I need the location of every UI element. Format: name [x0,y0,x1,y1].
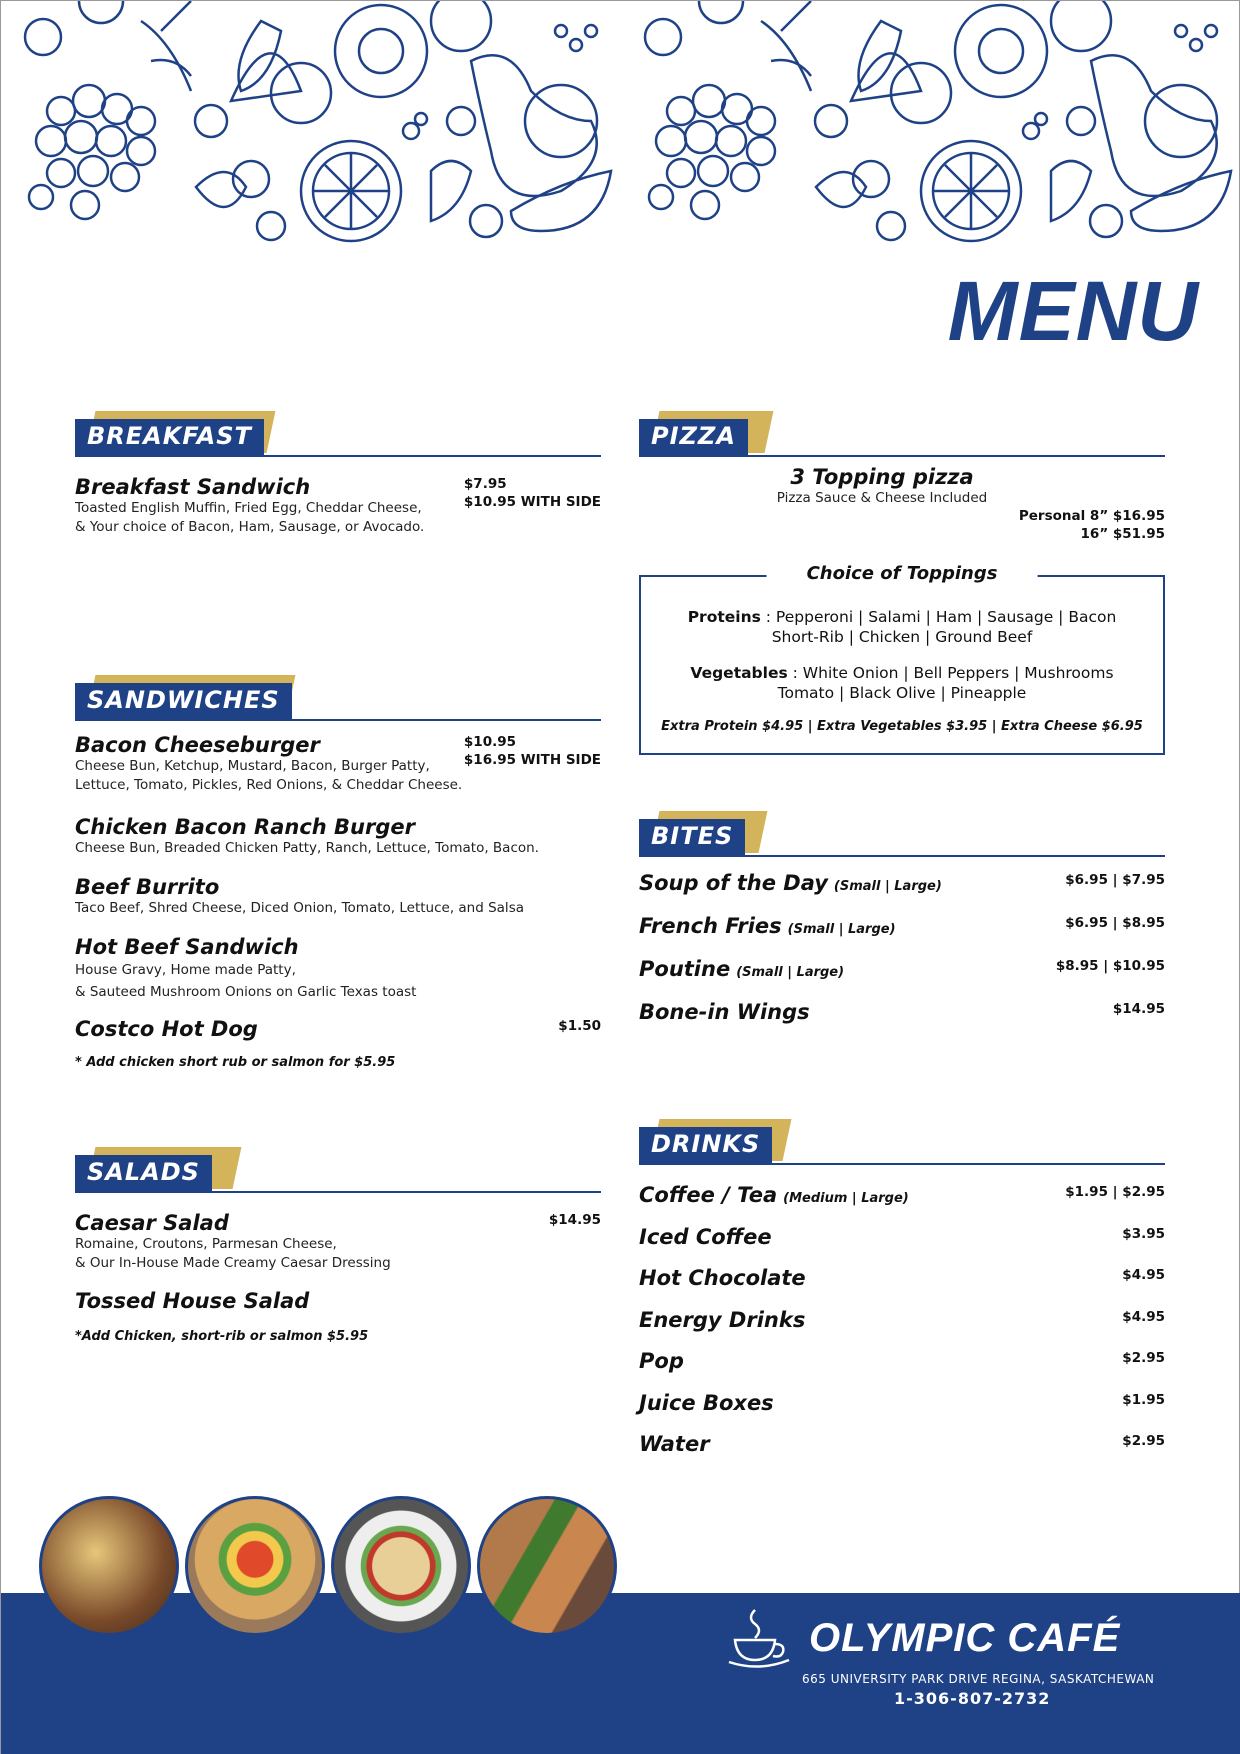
menu-item [639,1266,1165,1290]
item-price: $1.50 [558,1018,601,1034]
item-size: (Small | Large) [833,879,942,894]
menu-item [639,957,1165,981]
section-title: PIZZA [639,419,748,457]
menu-item [75,733,601,795]
vegetable-list: Vegetables : White Onion | Bell Peppers | Mushrooms Tomato | Black Olive | Pineapple [690,664,1114,702]
item-name: Costco Hot Dog [75,1017,258,1041]
item-name: Hot Chocolate [639,1266,806,1290]
pizza-section [639,411,1165,761]
section-title: SALADS [75,1155,212,1193]
item-desc: & Sauteed Mushroom Onions on Garlic Texas toast [75,984,417,1000]
breakfast-section [75,411,601,551]
item-price: $2.95 [1122,1350,1165,1366]
item-price: $4.95 [1122,1267,1165,1283]
item-name: 3 Topping pizza [790,465,974,489]
item-price: $14.95 [1112,1001,1165,1017]
menu-item [75,475,601,537]
item-name: Beef Burrito [75,875,220,899]
pizza-prices: Personal 8” $16.95 16” $51.95 [1018,508,1165,542]
fruit-doodle-banner [1,1,1240,261]
item-desc: Cheese Bun, Ketchup, Mustard, Bacon, Burger Patty, [75,758,430,774]
menu-item [639,871,1165,895]
menu-item [639,1349,1165,1373]
add-on-note: * Add chicken short rub or salmon for $5.95 [75,1055,396,1070]
food-photo-burger [185,1496,325,1636]
menu-item [75,1017,601,1041]
item-name: French Fries [639,914,782,938]
item-size: (Small | Large) [736,965,845,980]
item-name: Caesar Salad [75,1211,229,1235]
protein-list: Proteins : Pepperoni | Salami | Ham | Sausage | Bacon Short-Rib | Chicken | Ground Beef [687,608,1117,646]
menu-item [639,1432,1165,1456]
item-name: Water [639,1432,710,1456]
item-name: Bacon Cheeseburger [75,733,320,757]
section-header [639,1119,1165,1165]
food-photo-club [477,1496,617,1636]
item-desc: Cheese Bun, Breaded Chicken Patty, Ranch, Lettuce, Tomato, Bacon. [75,840,539,856]
menu-item [639,1391,1165,1415]
toppings-box [639,563,1165,755]
item-name: Hot Beef Sandwich [75,935,299,959]
item-price: $10.95 $16.95 WITH SIDE [463,734,601,768]
menu-item [75,935,601,1003]
menu-item [639,1308,1165,1332]
item-name: Energy Drinks [639,1307,806,1332]
item-price: $8.95 | $10.95 [1055,958,1165,974]
menu-item [75,815,601,858]
coffee-cup-icon [725,1606,793,1670]
extras-note: Extra Protein $4.95 | Extra Vegetables $3.95 | Extra Cheese $6.95 [661,719,1143,734]
section-title: BREAKFAST [75,419,264,457]
item-name: Tossed House Salad [75,1289,310,1313]
item-desc: Lettuce, Tomato, Pickles, Red Onions, & Cheddar Cheese. [75,777,463,793]
brand-name: OLYMPIC CAFÉ [809,1616,1121,1660]
menu-item [75,1211,601,1273]
item-price: $4.95 [1122,1308,1165,1325]
section-header [75,675,601,721]
item-name: Iced Coffee [639,1224,772,1249]
add-on-note: *Add Chicken, short-rib or salmon $5.95 [75,1329,369,1344]
item-name: Poutine [639,957,731,981]
menu-item [75,875,601,918]
item-name: Chicken Bacon Ranch Burger [75,815,415,839]
item-desc: Pizza Sauce & Cheese Included [776,490,988,506]
item-price: $3.95 [1122,1225,1165,1242]
salads-section [75,1147,601,1347]
menu-item [639,914,1165,938]
item-desc: & Your choice of Bacon, Ham, Sausage, or Avocado. [75,519,425,535]
item-desc: Romaine, Croutons, Parmesan Cheese, [75,1236,337,1252]
item-name: Breakfast Sandwich [75,475,311,499]
item-price: $1.95 | $2.95 [1065,1184,1165,1200]
section-header [75,411,601,457]
item-size: (Medium | Large) [783,1191,909,1206]
address: 665 UNIVERSITY PARK DRIVE REGINA, SASKATCHEWAN [802,1672,1155,1686]
item-size: (Small | Large) [787,922,896,937]
food-photo-cheesesteak [39,1496,179,1636]
item-price: $2.95 [1122,1433,1165,1449]
menu-item [639,1000,1165,1024]
item-price: $14.95 [548,1212,601,1228]
section-title: SANDWICHES [75,683,292,721]
drinks-section [639,1119,1165,1469]
section-header [639,411,1165,457]
section-title: DRINKS [639,1127,772,1165]
menu-item [75,1289,601,1313]
pizza-item [599,465,1165,508]
item-price: $6.95 | $8.95 [1065,915,1165,931]
toppings-title: Choice of Toppings [767,563,1038,584]
item-price: $7.95 $10.95 WITH SIDE [463,476,601,510]
item-name: Pop [639,1349,684,1373]
item-desc: Taco Beef, Shred Cheese, Diced Onion, Tomato, Lettuce, and Salsa [75,900,524,916]
section-header [639,811,1165,857]
menu-title: MENU [947,264,1199,358]
item-name: Coffee / Tea [639,1183,778,1207]
menu-item [639,1225,1165,1249]
item-name: Soup of the Day [639,871,828,895]
food-photo-sandwich [331,1496,471,1636]
section-header [75,1147,601,1193]
item-desc: & Our In-House Made Creamy Caesar Dressing [75,1255,391,1271]
phone-number: 1-306-807-2732 [894,1689,1051,1708]
item-desc: House Gravy, Home made Patty, [75,962,296,978]
sandwiches-section [75,675,601,1085]
item-desc: Toasted English Muffin, Fried Egg, Cheddar Cheese, [75,500,422,516]
bites-section [639,811,1165,1041]
menu-item [639,1183,1165,1207]
item-name: Bone-in Wings [639,1000,810,1024]
item-price: $6.95 | $7.95 [1065,872,1165,888]
section-title: BITES [639,819,745,857]
item-price: $1.95 [1122,1391,1165,1408]
item-name: Juice Boxes [639,1390,774,1415]
